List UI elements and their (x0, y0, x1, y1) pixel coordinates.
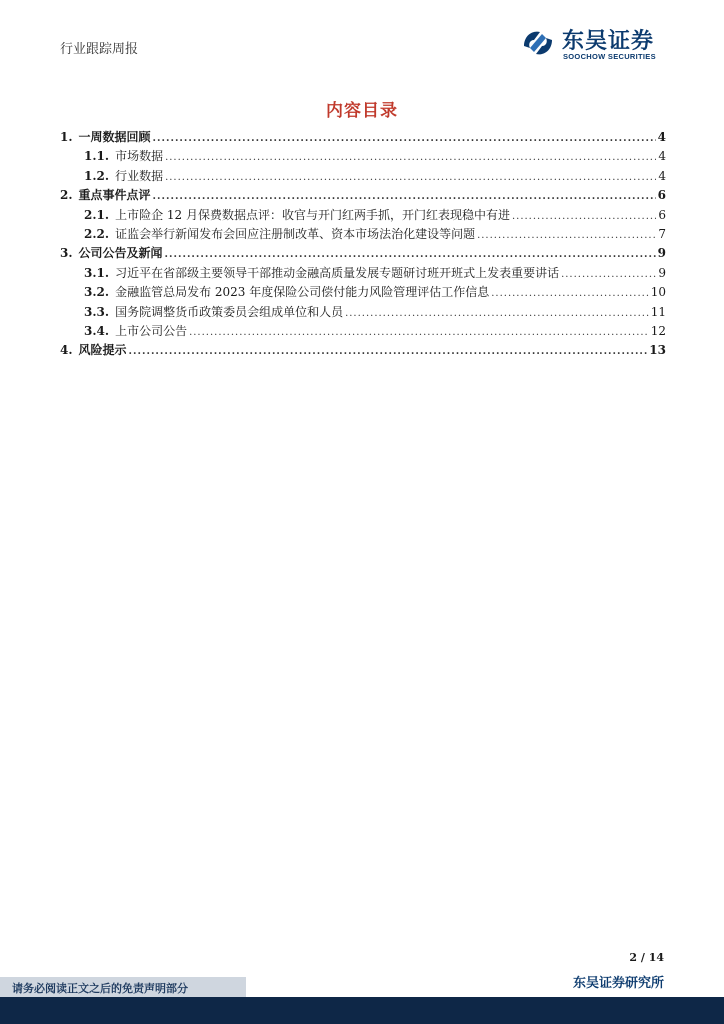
toc-leader-dots (512, 211, 656, 222)
page-indicator: 2 / 14 (629, 951, 664, 964)
toc-entry-page: 9 (658, 265, 666, 280)
toc-leader-dots (477, 230, 656, 241)
toc-entry-page: 4 (658, 168, 666, 183)
toc-entry[interactable] (60, 303, 666, 322)
toc-entry-page: 6 (658, 207, 666, 222)
toc-leader-dots (561, 269, 656, 280)
toc-entry[interactable] (60, 283, 666, 302)
toc-entry[interactable] (60, 128, 666, 147)
toc-entry-page: 13 (649, 343, 666, 358)
header-section-label: 行业跟踪周报 (60, 42, 139, 57)
toc-entry-title: 上市公司公告 (115, 323, 188, 338)
toc-entry[interactable] (60, 186, 666, 205)
toc-leader-dots (153, 191, 656, 202)
toc-entry-title: 一周数据回顾 (78, 130, 151, 144)
toc-entry-title: 重点事件点评 (78, 188, 151, 203)
toc-entry-number: 2. (60, 188, 73, 203)
toc-entry-number: 4. (60, 343, 73, 358)
toc-entry-number: 2.2. (84, 226, 110, 241)
toc-entry[interactable] (60, 147, 666, 166)
toc-entry-page: 6 (657, 188, 666, 203)
toc-entry-title: 行业数据 (115, 168, 164, 183)
toc-entry-page: 10 (650, 285, 666, 300)
toc-leader-dots (129, 346, 648, 357)
logo-english-name: SOOCHOW SECURITIES (563, 52, 656, 61)
footer-org-name: 东吴证券研究所 (572, 976, 664, 991)
toc-leader-dots (165, 249, 656, 260)
toc-leader-dots (189, 327, 649, 338)
toc-entry-title: 公司公告及新闻 (78, 246, 163, 261)
toc-entry-title: 上市险企 12 月保费数据点评：收官与开门红两手抓，开门红表现稳中有进 (115, 207, 510, 222)
toc-entry[interactable] (60, 206, 666, 225)
toc-entry-page: 11 (650, 304, 666, 319)
toc-entry-title: 国务院调整货币政策委员会组成单位和人员 (115, 304, 344, 319)
toc-leader-dots (491, 288, 648, 299)
toc-entry-number: 3. (60, 246, 73, 261)
disclaimer-text: 请务必阅读正文之后的免责声明部分 (12, 982, 188, 995)
toc-entry-number: 1.1. (84, 149, 110, 164)
toc-leader-dots (345, 308, 649, 319)
table-of-contents (60, 128, 666, 361)
toc-entry-number: 1. (60, 130, 73, 144)
toc-entry-number: 3.2. (84, 285, 110, 300)
toc-leader-dots (165, 152, 656, 163)
toc-entry-page: 4 (658, 149, 666, 164)
toc-entry-title: 市场数据 (115, 149, 164, 164)
logo-chinese-name: 东吴证券 (562, 29, 655, 54)
toc-entry-number: 1.2. (84, 168, 110, 183)
toc-entry[interactable] (60, 167, 666, 186)
disclaimer-band (0, 977, 246, 997)
toc-entry[interactable] (60, 225, 666, 244)
toc-entry[interactable] (60, 264, 666, 283)
toc-entry-number: 3.4. (84, 323, 110, 338)
toc-entry-number: 3.3. (84, 304, 110, 319)
company-logo (520, 24, 670, 64)
toc-entry-title: 风险提示 (78, 343, 127, 358)
toc-entry[interactable] (60, 322, 666, 341)
toc-entry-page: 12 (650, 323, 666, 338)
toc-entry-title: 证监会举行新闻发布会回应注册制改革、资本市场法治化建设等问题 (115, 226, 476, 241)
toc-entry-page: 9 (657, 246, 666, 261)
toc-title: 内容目录 (326, 101, 398, 121)
toc-entry[interactable] (60, 341, 666, 360)
toc-entry[interactable] (60, 244, 666, 263)
toc-entry-page: 4 (657, 130, 666, 144)
footer-bar (0, 997, 724, 1024)
toc-entry-title: 金融监管总局发布 2023 年度保险公司偿付能力风险管理评估工作信息 (115, 285, 490, 300)
toc-entry-number: 2.1. (84, 207, 110, 222)
toc-leader-dots (165, 172, 656, 183)
toc-entry-page: 7 (658, 226, 666, 241)
toc-entry-number: 3.1. (84, 265, 110, 280)
soochow-logo-icon (520, 26, 556, 60)
toc-entry-title: 习近平在省部级主要领导干部推动金融高质量发展专题研讨班开班式上发表重要讲话 (115, 265, 560, 280)
toc-leader-dots (153, 133, 656, 144)
